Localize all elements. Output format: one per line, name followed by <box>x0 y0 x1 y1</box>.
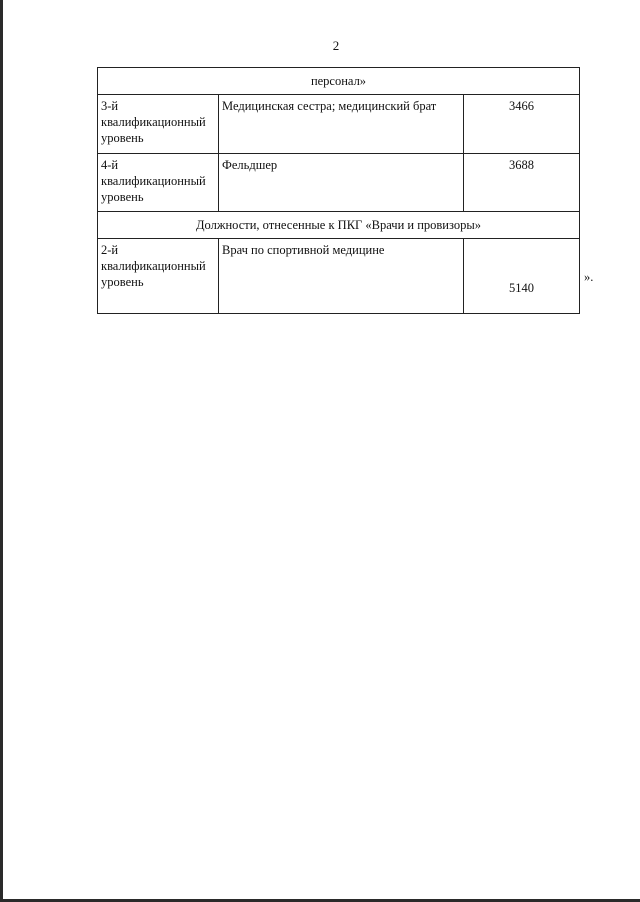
group-header-row <box>98 68 580 95</box>
salary-amount-cell: 5140 <box>464 239 580 314</box>
qualification-level-cell: 2-й квалификационный уровень <box>98 239 219 314</box>
group-header-cell: Должности, отнесенные к ПКГ «Врачи и провизоры» <box>98 212 580 239</box>
group-header-row <box>98 212 580 239</box>
salary-table <box>97 67 580 314</box>
salary-amount-cell: 3688 <box>464 154 580 212</box>
qualification-level-cell: 3-й квалификационный уровень <box>98 95 219 154</box>
salary-amount-cell: 3466 <box>464 95 580 154</box>
qualification-level-cell: 4-й квалификационный уровень <box>98 154 219 212</box>
closing-quote: ». <box>584 270 594 284</box>
table-row <box>98 154 580 212</box>
position-title-cell: Фельдшер <box>219 154 464 212</box>
position-title-cell: Медицинская сестра; медицинский брат <box>219 95 464 154</box>
group-header-cell: персонал» <box>98 68 580 95</box>
table-row <box>98 239 580 314</box>
position-title-cell: Врач по спортивной медицине <box>219 239 464 314</box>
table-row <box>98 95 580 154</box>
scan-edge-left <box>0 0 3 902</box>
page-number: 2 <box>332 38 340 53</box>
